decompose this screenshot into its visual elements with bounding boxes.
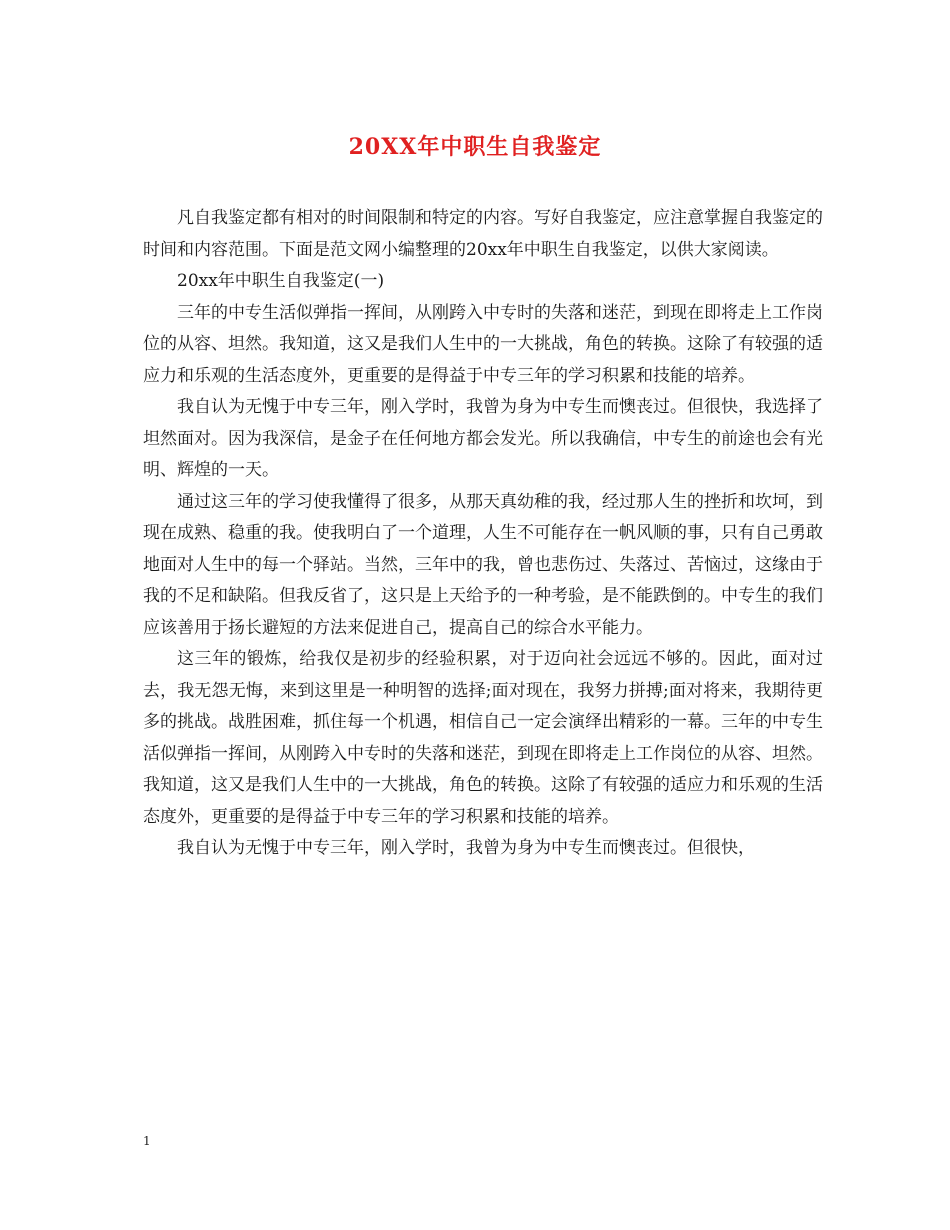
paragraph: 我自认为无愧于中专三年，刚入学时，我曾为身为中专生而懊丧过。但很快， [177, 838, 755, 858]
document-body [143, 203, 823, 865]
page-number: 1 [143, 1134, 151, 1148]
paragraph: 我自认为无愧于中专三年，刚入学时，我曾为身为中专生而懊丧过。但很快，我选择了坦然面对。因为我深信，是金子在任何地方都会发光。所以我确信，中专生的前途也会有光明、辉煌的一天。 [143, 397, 823, 480]
paragraph: 通过这三年的学习使我懂得了很多，从那天真幼稚的我，经过那人生的挫折和坎坷，到现在成熟、稳重的我。使我明白了一个道理，人生不可能存在一帆风顺的事，只有自己勇敢地面对人生中的每一个驿站。当然，三年中的我，曾也悲伤过、失落过、苦恼过，这缘由于我的不足和缺陷。但我反省了，这只是上天给予的一种考验，是不能跌倒的。中专生的我们应该善用于扬长避短的方法来促进自己，提高自己的综合水平能力。 [143, 491, 823, 638]
document-title: 20XX年中职生自我鉴定 [348, 134, 602, 160]
paragraph: 三年的中专生活似弹指一挥间，从刚跨入中专时的失落和迷茫，到现在即将走上工作岗位的从容、坦然。我知道，这又是我们人生中的一大挑战，角色的转换。这除了有较强的适应力和乐观的生活态度外，更重要的是得益于中专三年的学习积累和技能的培养。 [143, 302, 823, 386]
section-heading: 20xx年中职生自我鉴定(一) [177, 271, 385, 291]
paragraph: 这三年的锻炼，给我仅是初步的经验积累，对于迈向社会远远不够的。因此，面对过去，我无怨无悔，来到这里是一种明智的选择;面对现在，我努力拼搏;面对将来，我期待更多的挑战。战胜困难，抓住每一个机遇，相信自己一定会演绎出精彩的一幕。三年的中专生活似弹指一挥间，从刚跨入中专时的失落和迷茫，到现在即将走上工作岗位的从容、坦然。我知道，这又是我们人生中的一大挑战，角色的转换。这除了有较强的适应力和乐观的生活态度外，更重要的是得益于中专三年的学习积累和技能的培养。 [143, 649, 823, 827]
paragraph-intro: 凡自我鉴定都有相对的时间限制和特定的内容。写好自我鉴定，应注意掌握自我鉴定的时间和内容范围。下面是范文网小编整理的20xx年中职生自我鉴定，以供大家阅读。 [143, 208, 823, 260]
